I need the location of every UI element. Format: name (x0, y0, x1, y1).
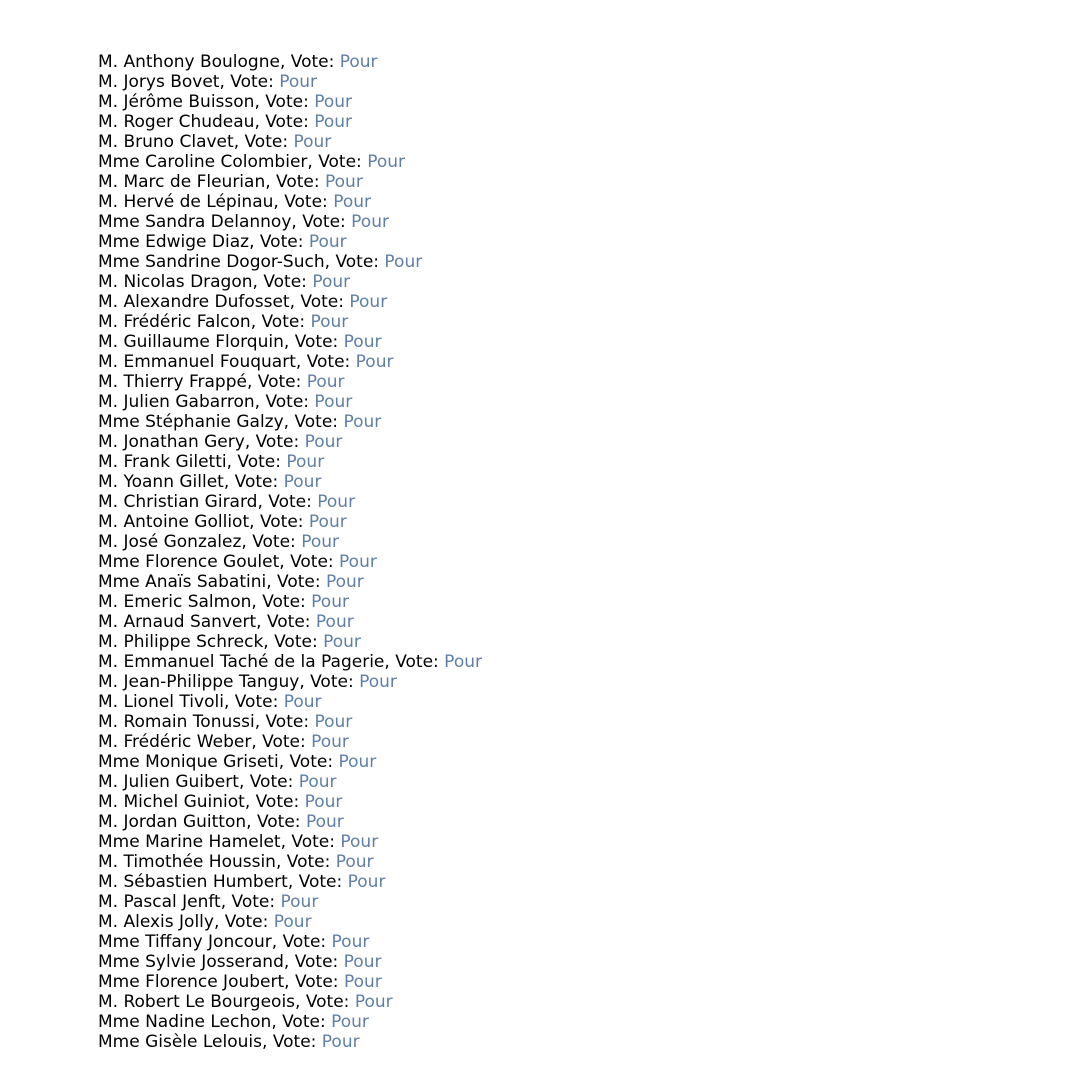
deputy-name: M. Jordan Guitton (98, 812, 247, 832)
separator: , (254, 712, 266, 732)
vote-label: Vote: (290, 52, 340, 72)
vote-label: Vote: (268, 492, 318, 512)
vote-label: Vote: (298, 872, 348, 892)
separator: , (289, 292, 301, 312)
vote-value: Pour (325, 572, 364, 592)
vote-row (98, 1032, 482, 1052)
vote-row (98, 112, 482, 132)
separator: , (299, 672, 311, 692)
vote-row (98, 652, 482, 672)
separator: , (241, 532, 253, 552)
deputy-name: M. Emmanuel Taché de la Pagerie (98, 652, 385, 672)
vote-label: Vote: (230, 72, 280, 92)
vote-value: Pour (308, 512, 347, 532)
vote-row (98, 712, 482, 732)
vote-label: Vote: (234, 472, 284, 492)
deputy-name: M. Jean-Philippe Tanguy (98, 672, 300, 692)
vote-value: Pour (343, 412, 382, 432)
vote-row (98, 132, 482, 152)
vote-value: Pour (351, 212, 389, 232)
vote-value: Pour (384, 252, 423, 272)
vote-label: Vote: (282, 1012, 332, 1032)
vote-row (98, 352, 482, 372)
separator: , (283, 412, 295, 432)
separator: , (279, 52, 291, 72)
vote-row (98, 392, 482, 412)
separator: , (233, 132, 245, 152)
vote-value: Pour (280, 892, 319, 912)
vote-label: Vote: (284, 192, 334, 212)
vote-value: Pour (321, 1032, 360, 1052)
vote-label: Vote: (300, 292, 350, 312)
separator: , (266, 572, 278, 592)
vote-label: Vote: (265, 92, 315, 112)
deputy-name: Mme Anaïs Sabatini (98, 572, 267, 592)
vote-value: Pour (283, 692, 322, 712)
vote-row (98, 192, 482, 212)
deputy-name: M. Sébastien Humbert (98, 872, 288, 892)
vote-row (98, 92, 482, 112)
vote-value: Pour (315, 612, 354, 632)
vote-label: Vote: (305, 992, 355, 1012)
vote-row (98, 872, 482, 892)
separator: , (252, 272, 264, 292)
separator: , (271, 1012, 283, 1032)
vote-label: Vote: (256, 812, 306, 832)
separator: , (295, 352, 307, 372)
vote-value: Pour (312, 272, 351, 292)
vote-row (98, 252, 482, 272)
separator: , (251, 592, 263, 612)
vote-row (98, 972, 482, 992)
separator: , (223, 472, 235, 492)
vote-row (98, 692, 482, 712)
vote-value: Pour (301, 532, 339, 552)
vote-row (98, 772, 482, 792)
vote-value: Pour (298, 772, 337, 792)
separator: , (275, 852, 287, 872)
vote-row (98, 432, 482, 452)
vote-value: Pour (323, 632, 361, 652)
vote-value: Pour (310, 312, 349, 332)
vote-label: Vote: (231, 892, 281, 912)
vote-row (98, 492, 482, 512)
deputy-name: M. José Gonzalez (98, 532, 242, 552)
deputy-name: Mme Florence Goulet (98, 552, 280, 572)
separator: , (219, 72, 231, 92)
vote-row (98, 832, 482, 852)
separator: , (284, 972, 295, 992)
vote-row (98, 932, 482, 952)
vote-label: Vote: (277, 572, 326, 592)
vote-row (98, 572, 482, 592)
separator: , (283, 332, 295, 352)
vote-value: Pour (340, 832, 379, 852)
vote-value: Pour (335, 852, 374, 872)
separator: , (279, 552, 291, 572)
vote-value: Pour (273, 912, 312, 932)
separator: , (307, 152, 319, 172)
deputy-name: Mme Tiffany Joncour (98, 932, 272, 952)
deputy-name: M. Nicolas Dragon (98, 272, 253, 292)
deputy-name: M. Philippe Schreck (98, 632, 264, 652)
deputy-name: M. Marc de Fleurian (98, 172, 266, 192)
vote-value: Pour (317, 492, 356, 512)
separator: , (244, 432, 256, 452)
deputy-name: Mme Sandra Delannoy (98, 212, 292, 232)
separator: , (246, 812, 257, 832)
separator: , (226, 452, 238, 472)
vote-label: Vote: (234, 692, 284, 712)
vote-value: Pour (444, 652, 482, 672)
vote-label: Vote: (291, 832, 341, 852)
deputy-name: M. Alexandre Dufosset (98, 292, 290, 312)
deputy-name: M. Michel Guiniot (98, 792, 245, 812)
deputy-name: M. Robert Le Bourgeois (98, 992, 296, 1012)
vote-row (98, 852, 482, 872)
vote-label: Vote: (265, 112, 315, 132)
deputy-name: M. Thierry Frappé (98, 372, 247, 392)
vote-label: Vote: (252, 532, 302, 552)
vote-label: Vote: (282, 932, 332, 952)
vote-list (98, 52, 482, 1052)
vote-value: Pour (314, 112, 353, 132)
vote-value: Pour (304, 432, 343, 452)
vote-label: Vote: (294, 952, 344, 972)
separator: , (223, 692, 235, 712)
separator: , (278, 752, 290, 772)
vote-value: Pour (354, 992, 393, 1012)
vote-row (98, 472, 482, 492)
vote-value: Pour (306, 372, 345, 392)
vote-row (98, 952, 482, 972)
vote-label: Vote: (265, 392, 315, 412)
vote-row (98, 412, 482, 432)
vote-row (98, 552, 482, 572)
vote-row (98, 332, 482, 352)
vote-label: Vote: (294, 972, 344, 992)
separator: , (283, 952, 295, 972)
vote-label: Vote: (318, 152, 368, 172)
vote-row (98, 612, 482, 632)
vote-row (98, 52, 482, 72)
separator: , (263, 632, 275, 652)
deputy-name: M. Julien Guibert (98, 772, 239, 792)
deputy-name: Mme Nadine Lechon (98, 1012, 272, 1032)
deputy-name: Mme Edwige Diaz (98, 232, 250, 252)
separator: , (251, 732, 263, 752)
vote-row (98, 212, 482, 232)
separator: , (291, 212, 303, 232)
deputy-name: M. Julien Gabarron (98, 392, 255, 412)
vote-row (98, 732, 482, 752)
vote-label: Vote: (224, 912, 274, 932)
separator: , (254, 92, 266, 112)
deputy-name: M. Christian Girard (98, 492, 258, 512)
vote-row (98, 532, 482, 552)
vote-label: Vote: (259, 512, 309, 532)
vote-label: Vote: (261, 312, 311, 332)
vote-value: Pour (293, 132, 332, 152)
separator: , (244, 792, 256, 812)
vote-label: Vote: (244, 132, 294, 152)
vote-row (98, 232, 482, 252)
vote-value: Pour (314, 92, 353, 112)
separator: , (384, 652, 396, 672)
vote-row (98, 292, 482, 312)
deputy-name: M. Yoann Gillet (98, 472, 224, 492)
vote-row (98, 632, 482, 652)
separator: , (250, 312, 262, 332)
vote-label: Vote: (257, 372, 307, 392)
vote-label: Vote: (255, 432, 305, 452)
vote-value: Pour (339, 552, 377, 572)
vote-value: Pour (347, 872, 386, 892)
vote-label: Vote: (249, 772, 299, 792)
deputy-name: M. Timothée Houssin (98, 852, 276, 872)
vote-label: Vote: (237, 452, 287, 472)
vote-label: Vote: (262, 732, 312, 752)
deputy-name: M. Lionel Tivoli (98, 692, 224, 712)
vote-value: Pour (308, 232, 347, 252)
vote-label: Vote: (265, 712, 315, 732)
deputy-name: M. Frédéric Falcon (98, 312, 251, 332)
vote-label: Vote: (263, 272, 313, 292)
vote-label: Vote: (395, 652, 445, 672)
vote-row (98, 512, 482, 532)
vote-label: Vote: (262, 592, 312, 612)
deputy-name: M. Antoine Golliot (98, 512, 250, 532)
vote-value: Pour (331, 1012, 369, 1032)
vote-label: Vote: (272, 1032, 322, 1052)
separator: , (295, 992, 306, 1012)
separator: , (220, 892, 232, 912)
vote-row (98, 892, 482, 912)
deputy-name: M. Roger Chudeau (98, 112, 255, 132)
vote-row (98, 812, 482, 832)
deputy-name: M. Frédéric Weber (98, 732, 252, 752)
vote-value: Pour (314, 392, 353, 412)
vote-row (98, 272, 482, 292)
deputy-name: Mme Caroline Colombier (98, 152, 308, 172)
vote-row (98, 312, 482, 332)
vote-row (98, 452, 482, 472)
vote-label: Vote: (274, 632, 324, 652)
deputy-name: M. Jonathan Gery (98, 432, 245, 452)
vote-row (98, 792, 482, 812)
deputy-name: M. Emeric Salmon (98, 592, 252, 612)
vote-label: Vote: (294, 412, 344, 432)
vote-label: Vote: (255, 792, 305, 812)
separator: , (256, 612, 267, 632)
deputy-name: M. Hervé de Lépinau (98, 192, 274, 212)
vote-value: Pour (339, 52, 378, 72)
vote-label: Vote: (286, 852, 336, 872)
separator: , (271, 932, 283, 952)
vote-label: Vote: (294, 332, 344, 352)
deputy-name: Mme Sandrine Dogor-Such (98, 252, 325, 272)
vote-row (98, 912, 482, 932)
vote-value: Pour (311, 732, 349, 752)
vote-label: Vote: (306, 352, 356, 372)
separator: , (238, 772, 250, 792)
vote-row (98, 992, 482, 1012)
deputy-name: Mme Sylvie Josserand (98, 952, 284, 972)
separator: , (262, 1032, 273, 1052)
vote-value: Pour (304, 792, 343, 812)
deputy-name: M. Arnaud Sanvert (98, 612, 257, 632)
deputy-name: Mme Gisèle Lelouis (98, 1032, 262, 1052)
vote-row (98, 592, 482, 612)
separator: , (273, 192, 285, 212)
vote-value: Pour (355, 352, 394, 372)
vote-value: Pour (338, 752, 377, 772)
deputy-name: M. Emmanuel Fouquart (98, 352, 296, 372)
vote-row (98, 172, 482, 192)
vote-value: Pour (343, 972, 382, 992)
vote-value: Pour (333, 192, 371, 212)
deputy-name: Mme Stéphanie Galzy (98, 412, 284, 432)
deputy-name: M. Jérôme Buisson (98, 92, 255, 112)
vote-label: Vote: (266, 612, 316, 632)
separator: , (265, 172, 277, 192)
vote-label: Vote: (276, 172, 326, 192)
deputy-name: M. Jorys Bovet (98, 72, 220, 92)
vote-label: Vote: (259, 232, 309, 252)
vote-value: Pour (305, 812, 344, 832)
vote-label: Vote: (290, 552, 340, 572)
separator: , (254, 112, 266, 132)
vote-row (98, 1012, 482, 1032)
vote-value: Pour (325, 172, 363, 192)
vote-value: Pour (343, 952, 382, 972)
vote-label: Vote: (335, 252, 385, 272)
vote-value: Pour (343, 332, 382, 352)
deputy-name: M. Alexis Jolly (98, 912, 214, 932)
vote-value: Pour (279, 72, 318, 92)
vote-row (98, 672, 482, 692)
vote-label: Vote: (289, 752, 339, 772)
deputy-name: Mme Marine Hamelet (98, 832, 281, 852)
deputy-name: M. Anthony Boulogne (98, 52, 280, 72)
separator: , (324, 252, 336, 272)
vote-value: Pour (359, 672, 397, 692)
separator: , (257, 492, 269, 512)
deputy-name: M. Guillaume Florquin (98, 332, 284, 352)
vote-value: Pour (331, 932, 370, 952)
separator: , (254, 392, 266, 412)
separator: , (249, 232, 260, 252)
vote-value: Pour (311, 592, 349, 612)
vote-value: Pour (286, 452, 325, 472)
vote-value: Pour (367, 152, 405, 172)
separator: , (287, 872, 299, 892)
deputy-name: M. Pascal Jenft (98, 892, 221, 912)
deputy-name: Mme Monique Griseti (98, 752, 279, 772)
vote-value: Pour (349, 292, 388, 312)
separator: , (249, 512, 260, 532)
vote-label: Vote: (310, 672, 360, 692)
vote-row (98, 152, 482, 172)
deputy-name: M. Frank Giletti (98, 452, 227, 472)
deputy-name: M. Romain Tonussi (98, 712, 255, 732)
vote-value: Pour (314, 712, 353, 732)
vote-label: Vote: (302, 212, 352, 232)
vote-row (98, 752, 482, 772)
vote-row (98, 72, 482, 92)
separator: , (280, 832, 292, 852)
vote-row (98, 372, 482, 392)
separator: , (213, 912, 225, 932)
separator: , (246, 372, 258, 392)
deputy-name: M. Bruno Clavet (98, 132, 234, 152)
vote-value: Pour (283, 472, 322, 492)
deputy-name: Mme Florence Joubert (98, 972, 285, 992)
